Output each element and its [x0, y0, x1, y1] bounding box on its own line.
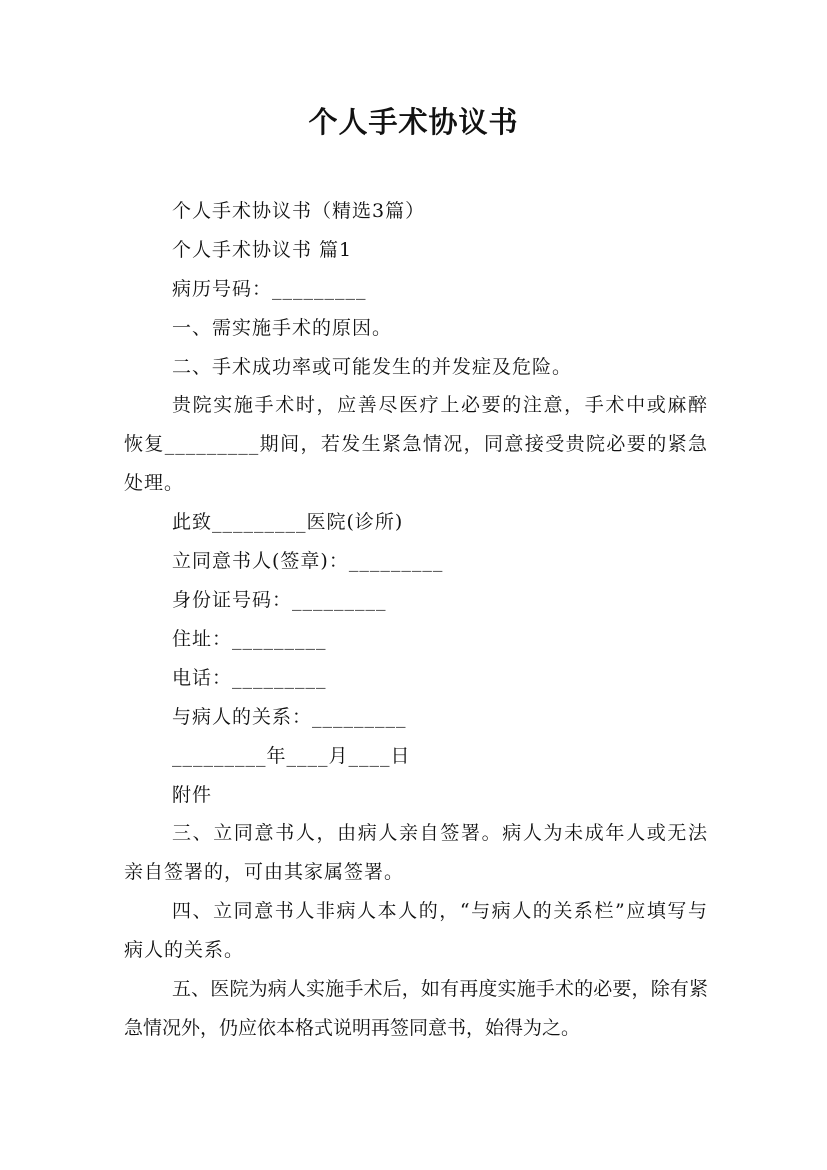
to-hospital-line: 此致_________医院(诊所) — [172, 511, 404, 533]
document-title: 个人手术协议书 — [308, 105, 519, 139]
consent-paragraph: 贵院实施手术时，应善尽医疗上必要的注意，手术中或麻醉恢复_________期间，若发生紧急情况，同意接受贵院必要的紧急处理。 — [124, 394, 708, 494]
item-4-paragraph: 四、立同意书人非病人本人的，“与病人的关系栏”应填写与病人的关系。 — [124, 900, 708, 961]
relation-line: 与病人的关系：_________ — [172, 706, 407, 728]
phone-line: 电话：_________ — [172, 667, 327, 689]
item-risk: 二、手术成功率或可能发生的并发症及危险。 — [172, 356, 573, 378]
subtitle-selection: 个人手术协议书（精选3篇） — [172, 200, 426, 222]
id-number-line: 身份证号码：_________ — [172, 589, 387, 611]
date-line: _________年____月____日 — [172, 745, 411, 767]
item-3-paragraph: 三、立同意书人，由病人亲自签署。病人为未成年人或无法亲自签署的，可由其家属签署。 — [124, 822, 708, 883]
signer-line: 立同意书人(签章)：_________ — [172, 550, 444, 572]
item-reason: 一、需实施手术的原因。 — [172, 317, 393, 339]
item-5-paragraph: 五、医院为病人实施手术后，如有再度实施手术的必要，除有紧急情况外，仍应依本格式说明再签同意书，始得为之。 — [124, 978, 708, 1039]
medical-record-number-line: 病历号码：_________ — [172, 278, 367, 300]
address-line: 住址：_________ — [172, 628, 327, 650]
attachment-heading: 附件 — [172, 784, 213, 806]
subtitle-part-1: 个人手术协议书 篇1 — [172, 239, 353, 261]
